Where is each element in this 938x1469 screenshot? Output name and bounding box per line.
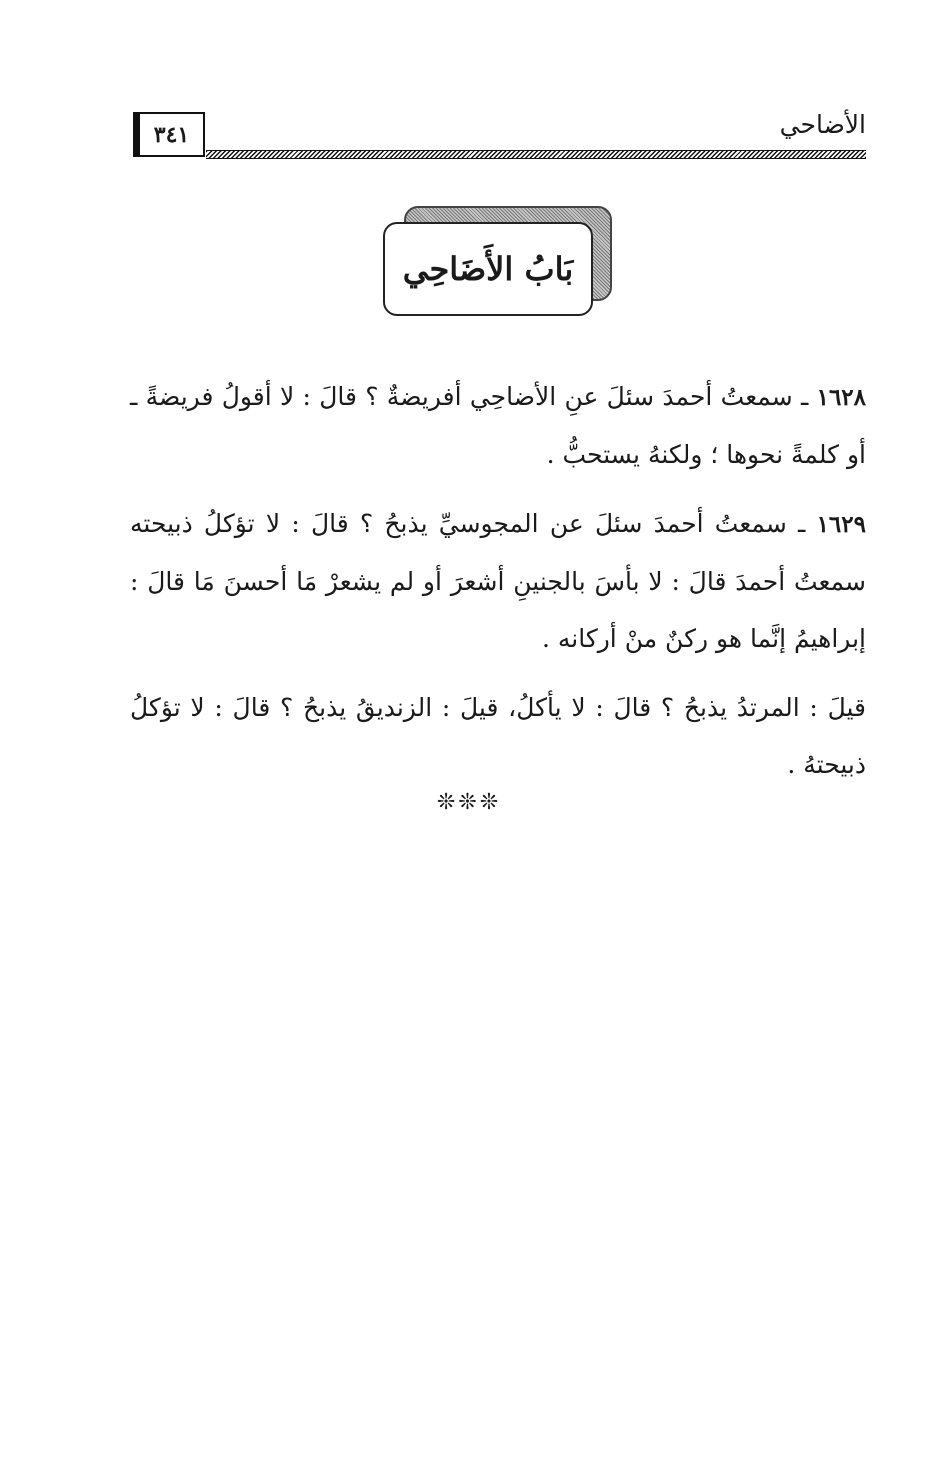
paragraph-text: ـ سمعتُ أحمدَ سئلَ عن المجوسيِّ يذبحُ ؟ قالَ : لا تؤكلُ ذبيحته سمعتُ أحمدَ قالَ : لا بأسَ بالجنينِ أشعرَ أو لم يشعرْ مَا أحسنَ مَا قالَ : إبراهيمُ إنَّما هو ركنٌ منْ أركانه .: [130, 509, 866, 653]
paragraph-text: ـ سمعتُ أحمدَ سئلَ عنِ الأضاحِي أفريضةٌ ؟ قالَ : لا أقولُ فريضةً ـ أو كلمةً نحوها ؛ ولكنهُ يستحبُّ .: [130, 382, 866, 469]
paragraph-number: ١٦٢٨: [816, 384, 867, 411]
chapter-title: بَابُ الأَضَاحِي: [402, 250, 574, 288]
header-title: الأضاحي: [779, 110, 866, 139]
paragraph-continuation: [130, 679, 866, 793]
paragraph-1628: [130, 368, 866, 483]
body-text: [130, 368, 866, 805]
chapter-box: [383, 222, 593, 316]
paragraph-text: قيلَ : المرتدُ يذبحُ ؟ قالَ : لا يأكلُ، قيلَ : الزنديقُ يذبحُ ؟ قالَ : لا تؤكلُ ذبيحتهُ .: [130, 693, 866, 779]
header-rule: [206, 150, 866, 159]
section-separator: ❊❊❊: [436, 790, 502, 815]
paragraph-1629: [130, 495, 866, 667]
page-number: ٣٤١: [133, 112, 205, 157]
paragraph-number: ١٦٢٩: [816, 511, 866, 538]
